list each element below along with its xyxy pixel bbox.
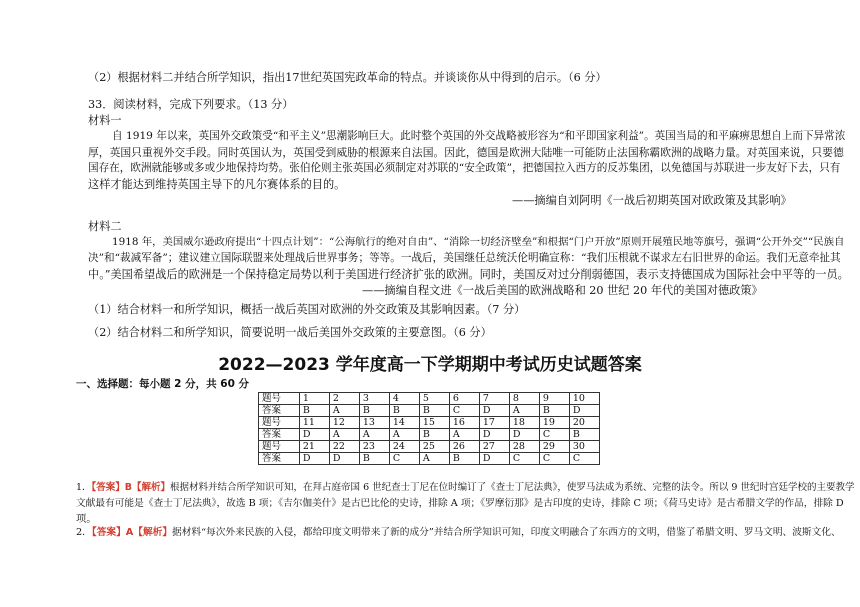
table-cell: B [419,405,449,417]
table-cell: 3 [359,393,389,405]
table-cell: 29 [539,441,569,453]
answer-tag: 【答案】A【解析】 [91,527,173,538]
explanation-2-line [76,525,841,540]
table-cell: 2 [329,393,359,405]
table-cell: 21 [299,441,329,453]
explanation-1-line [76,480,854,495]
table-cell: C [509,453,539,465]
explanation-1-line: 项。 [76,513,97,525]
table-cell: B [359,405,389,417]
table-row [259,441,600,453]
table-row [259,453,600,465]
row-header-cell: 题号 [259,417,300,429]
table-cell: 17 [479,417,509,429]
table-cell: D [299,429,329,441]
explanation-number: 1． [76,482,92,493]
section-heading: 一、选择题：每小题 2 分，共 60 分 [76,378,250,390]
table-cell: D [569,405,599,417]
table-cell: 9 [539,393,569,405]
answer-title: 2022—2023 学年度高一下学期期中考试历史试题答案 [218,355,642,375]
table-cell: 28 [509,441,539,453]
table-cell: B [359,453,389,465]
explanation-text: 据材料“每次外来民族的入侵，都给印度文明带来了新的成分”并结合所学知识可知，印度文明融合了东西方的文明，借鉴了希腊文明、罗马文明、波斯文化、 [172,527,841,538]
table-cell: B [299,405,329,417]
material-2-line: 中。”美国希望战后的欧洲是一个保持稳定局势以利于美国进行经济扩张的欧洲。同时，美国反对过分削弱德国，表示支持德国成为国际社会中平等的一员。 [88,268,849,281]
table-cell: D [479,429,509,441]
table-cell: 23 [359,441,389,453]
table-cell: 6 [449,393,479,405]
material-1-line: 自 1919 年以来，英国外交政策受“和平主义”思潮影响巨大。此时整个英国的外交战略被形容为“和平即国家利益”。英国当局的和平麻痹思想自上而下异常浓 [112,130,846,142]
table-cell: 7 [479,393,509,405]
q33-part1: （1）结合材料一和所学知识，概括一战后英国对欧洲的外交政策及其影响因素。（7 分） [88,303,526,316]
table-cell: 10 [569,393,599,405]
material-1-line: 厚，英国只重视外交手段。同时英国认为，英国受到威胁的根源来自法国。因此，德国是欧洲大陆唯一可能防止法国称霸欧洲的战略力量。对英国来说，只要德 [88,146,844,159]
table-cell: A [359,429,389,441]
table-cell: D [479,405,509,417]
material-2-label: 材料二 [88,220,122,233]
table-cell: D [299,453,329,465]
material-1-line: 国存在，欧洲就能够或多或少地保持均势。张伯伦则主张英国必须制定对苏联的“安全政策”，把德国拉入西方的反苏集团，以免德国与苏联进一步友好下去，只有 [88,162,841,174]
material-2-line: 1918 年，美国威尔逊政府提出“十四点计划”：“公海航行的绝对自由”、“消除一切经济壁垒”和根据“门户开放”原则开展殖民地等旗号，强调“公开外交”“民族自 [112,236,845,248]
table-cell: D [509,429,539,441]
material-1-line: 这样才能达到维持英国主导下的凡尔赛体系的目的。 [88,178,346,191]
q33-part2: （2）结合材料二和所学知识，简要说明一战后美国外交政策的主要意图。（6 分） [88,326,492,339]
explanation-number: 2． [76,527,92,538]
row-header-cell: 答案 [259,429,300,441]
table-cell: C [539,429,569,441]
row-header-cell: 答案 [259,405,300,417]
table-cell: A [389,429,419,441]
table-cell: D [329,453,359,465]
explanation-1-line: 文献最有可能是《查士丁尼法典》，故选 B 项；《吉尔伽美什》是古巴比伦的史诗，排除 A 项；《罗摩衍那》是古印度的史诗，排除 C 项；《荷马史诗》是古希腊文学的作品，排除 D [76,498,844,509]
q33-title: 33．阅读材料，完成下列要求。（13 分） [88,98,294,111]
table-cell: C [539,453,569,465]
table-cell: A [449,429,479,441]
table-cell: 4 [389,393,419,405]
table-cell: A [509,405,539,417]
table-cell: 20 [569,417,599,429]
table-cell: B [419,429,449,441]
table-cell: 11 [299,417,329,429]
table-cell: 12 [329,417,359,429]
table-cell: B [539,405,569,417]
table-cell: 27 [479,441,509,453]
table-cell: 22 [329,441,359,453]
table-cell: D [479,453,509,465]
table-cell: 14 [389,417,419,429]
table-cell: B [389,405,419,417]
table-cell: A [419,453,449,465]
table-cell: 15 [419,417,449,429]
material-1-source: ——摘编自刘阿明《一战后初期英国对欧政策及其影响》 [512,194,792,207]
table-cell: 19 [539,417,569,429]
table-cell: 26 [449,441,479,453]
table-cell: C [569,453,599,465]
table-cell: B [449,453,479,465]
table-cell: C [389,453,419,465]
table-cell: A [329,405,359,417]
table-row [259,417,600,429]
table-cell: 25 [419,441,449,453]
table-row [259,405,600,417]
table-cell: 1 [299,393,329,405]
table-row [259,393,600,405]
table-cell: 16 [449,417,479,429]
table-cell: 30 [569,441,599,453]
table-cell: 13 [359,417,389,429]
material-1-label: 材料一 [88,114,122,127]
table-cell: 8 [509,393,539,405]
q32-part2: （2）根据材料二并结合所学知识，指出17世纪英国宪政革命的特点。并谈谈你从中得到的启示。（6 分） [88,71,607,84]
row-header-cell: 题号 [259,441,300,453]
answer-tag: 【答案】B【解析】 [91,482,171,493]
row-header-cell: 题号 [259,393,300,405]
table-cell: A [329,429,359,441]
material-2-source: ——摘编自程文进《一战后美国的欧洲战略和 20 世纪 20 年代的美国对德政策》 [362,284,763,297]
answer-table [258,392,600,465]
explanation-text: 根据材料并结合所学知识可知，在拜占庭帝国 6 世纪查士丁尼在位时编订了《查士丁尼法典》，使罗马法成为系统、完整的法令。所以 9 世纪时宫廷学校的主要教学 [170,482,855,493]
table-cell: 24 [389,441,419,453]
table-row [259,429,600,441]
table-cell: 18 [509,417,539,429]
table-cell: C [449,405,479,417]
table-cell: B [569,429,599,441]
table-cell: 5 [419,393,449,405]
material-2-line: 决”和“裁减军备”；建议建立国际联盟来处理战后世界事务；等等。一战后，美国继任总统沃伦明确宣称：“我们压根就不谋求左右旧世界的命运。我们无意牵扯其 [88,252,841,264]
row-header-cell: 答案 [259,453,300,465]
